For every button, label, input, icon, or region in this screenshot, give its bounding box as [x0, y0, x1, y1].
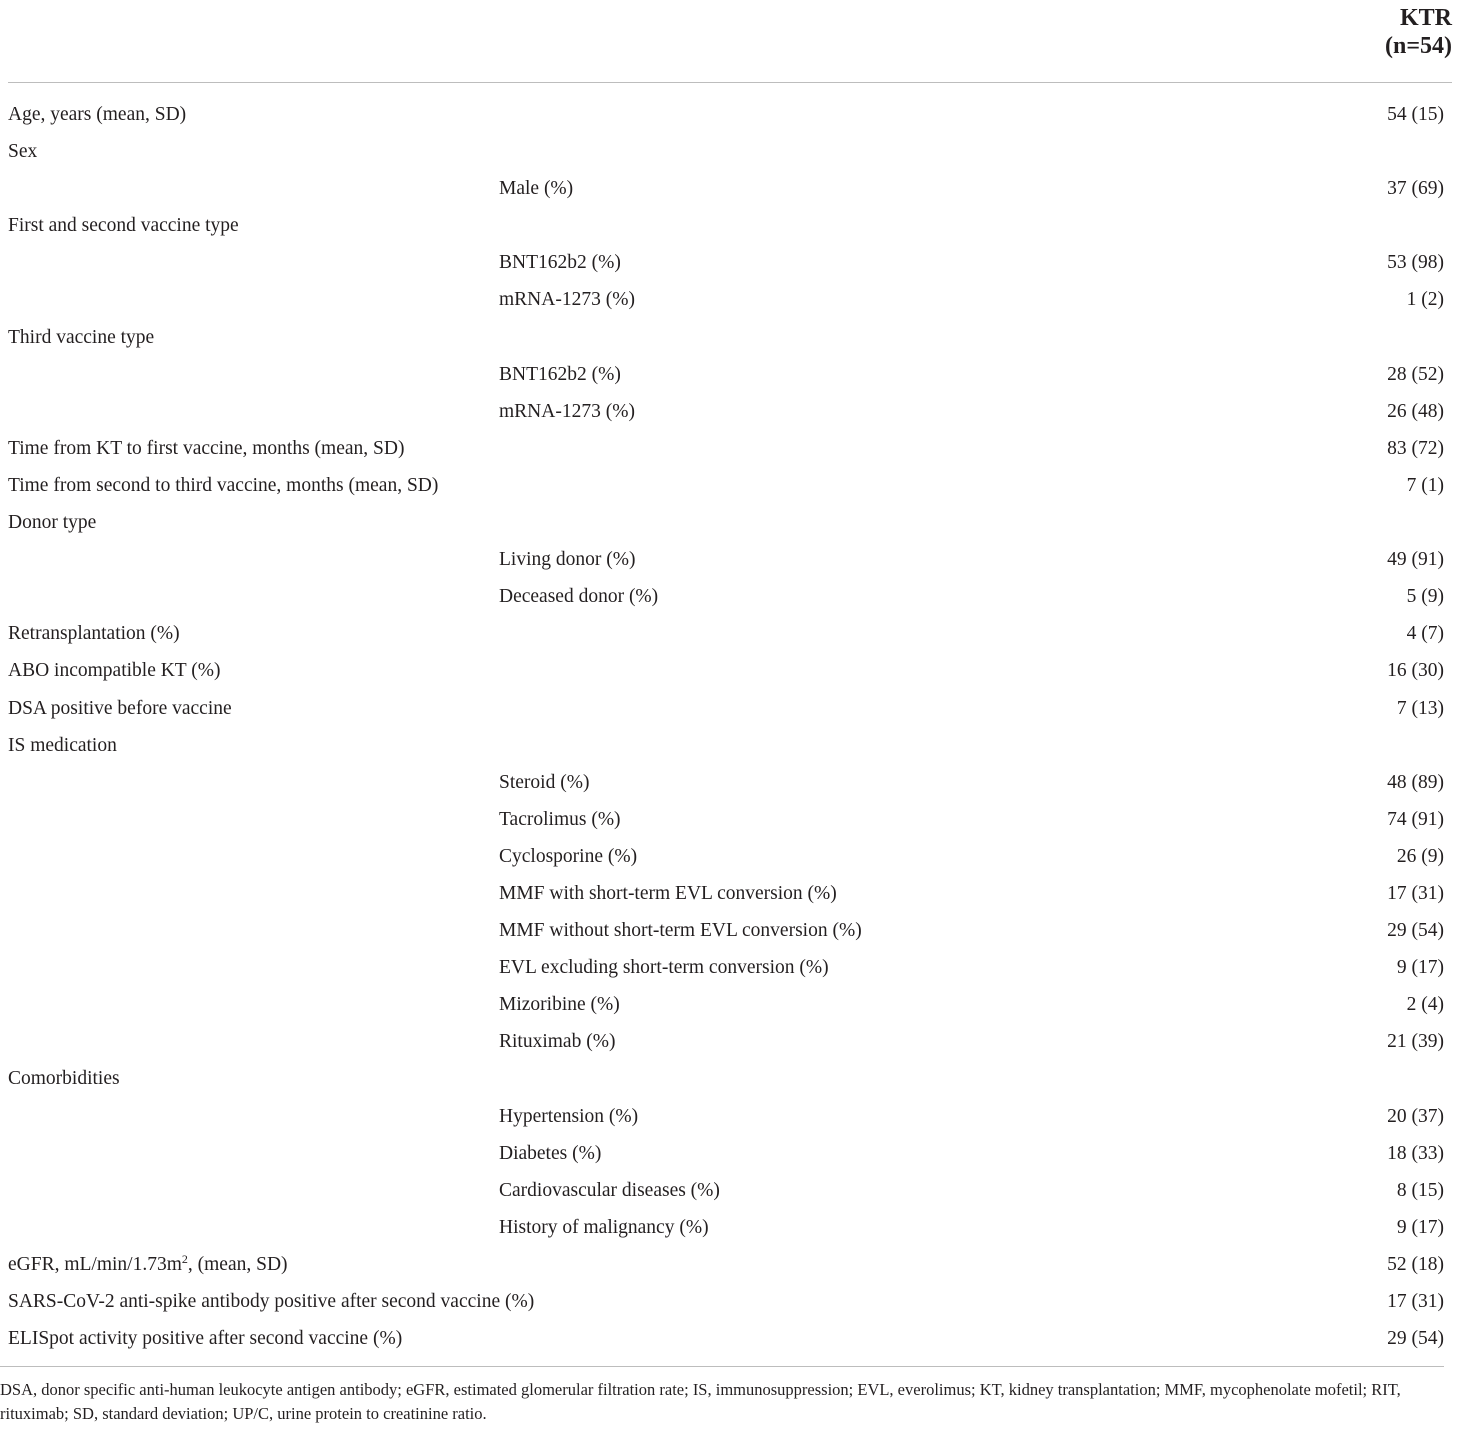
row-label: [8, 1320, 402, 1357]
table-row: [8, 949, 1452, 986]
row-label: [8, 133, 37, 170]
table-row: [8, 838, 1452, 875]
row-label-text: Sex: [8, 141, 38, 163]
row-label: [8, 504, 96, 541]
table-row: [8, 541, 1452, 578]
table-body: [8, 83, 1452, 1357]
table-row: [8, 764, 1452, 801]
row-value: 49 (91): [1387, 549, 1444, 571]
row-value: 28 (52): [1387, 363, 1444, 385]
row-value: 54 (15): [1387, 104, 1444, 125]
row-label-text: Diabetes (%): [499, 1142, 602, 1164]
row-label: [499, 1023, 615, 1060]
table-bottom-rule: [0, 1366, 1444, 1367]
row-value: 74 (91): [1387, 808, 1444, 830]
table-row: [8, 578, 1452, 615]
row-label: [499, 541, 635, 578]
table-row: [8, 1098, 1452, 1135]
table-row: [8, 244, 1452, 281]
row-label: [8, 96, 186, 133]
table-row: [8, 170, 1452, 207]
table-header: [8, 0, 1452, 83]
row-value: 29 (54): [1387, 920, 1444, 942]
row-label-superscript: 2: [181, 1251, 188, 1266]
row-label: [499, 949, 829, 986]
row-value: 17 (31): [1387, 882, 1444, 904]
row-value: 8 (15): [1396, 1179, 1444, 1201]
row-label: [8, 652, 220, 689]
row-value: 7 (1): [1406, 474, 1444, 496]
row-label-text: Cardiovascular diseases (%): [499, 1179, 720, 1201]
table-row: [8, 1209, 1452, 1246]
row-label-text: Deceased donor (%): [499, 586, 659, 608]
row-label-text: Rituximab (%): [499, 1031, 616, 1053]
table-row: [8, 96, 1452, 133]
row-label-text: DSA positive before vaccine: [8, 697, 232, 719]
row-label: [8, 1246, 288, 1283]
row-label-text: History of malignancy (%): [499, 1216, 709, 1238]
characteristics-table: [8, 0, 1452, 1357]
row-label: [8, 1060, 120, 1097]
table-row: [8, 319, 1452, 356]
row-label: [499, 986, 620, 1023]
row-value: 29 (54): [1387, 1328, 1444, 1350]
row-label: [499, 1209, 709, 1246]
row-label: [8, 207, 239, 244]
row-label: [499, 838, 637, 875]
row-label: [499, 170, 573, 207]
column-header-count: (n=54): [1384, 33, 1452, 59]
row-value: 16 (30): [1387, 660, 1444, 682]
row-label-text: MMF with short-term EVL conversion (%): [499, 882, 837, 904]
table-row: [8, 1135, 1452, 1172]
row-label-text: mRNA-1273 (%): [499, 400, 635, 422]
table-row: [8, 615, 1452, 652]
row-label: [499, 393, 635, 430]
row-value: 9 (17): [1396, 957, 1444, 979]
row-label: [499, 801, 621, 838]
row-label-text: Male (%): [499, 178, 574, 200]
table-row: [8, 1172, 1452, 1209]
column-header-title: KTR: [1399, 5, 1452, 31]
row-label-text: Cyclosporine (%): [499, 845, 638, 867]
row-label: [499, 356, 621, 393]
row-value: 21 (39): [1387, 1031, 1444, 1053]
row-label-text: Comorbidities: [8, 1068, 120, 1090]
table-row: [8, 801, 1452, 838]
row-value: 17 (31): [1387, 1291, 1444, 1312]
row-value: 26 (48): [1387, 400, 1444, 422]
row-value: 9 (17): [1396, 1216, 1444, 1238]
table-row: [8, 690, 1452, 727]
column-header-ktr: [1385, 4, 1452, 60]
row-label: [499, 281, 635, 318]
row-label: [8, 690, 232, 727]
row-label-text: SARS-CoV-2 anti-spike antibody positive after second vaccine (%): [8, 1291, 535, 1312]
row-label-text: BNT162b2 (%): [499, 252, 621, 274]
row-label: [8, 430, 404, 467]
row-label-text: Age, years (mean, SD): [8, 104, 187, 125]
row-label-text: BNT162b2 (%): [499, 363, 621, 385]
row-label: [8, 1283, 534, 1320]
row-label-text: Third vaccine type: [8, 326, 155, 348]
row-label: [8, 615, 180, 652]
row-label: [499, 912, 862, 949]
row-value: 7 (13): [1396, 697, 1444, 719]
row-value: 26 (9): [1396, 845, 1444, 867]
table-row: [8, 1060, 1452, 1097]
row-value: 37 (69): [1387, 178, 1444, 200]
row-value: 83 (72): [1387, 437, 1444, 459]
row-label: [8, 319, 154, 356]
row-label: [499, 244, 621, 281]
row-label-text: Donor type: [8, 512, 97, 534]
table-row: [8, 727, 1452, 764]
row-label: [499, 875, 837, 912]
table-row: [8, 207, 1452, 244]
row-label-text: Mizoribine (%): [499, 994, 620, 1016]
row-value: 52 (18): [1387, 1253, 1444, 1275]
table-row: [8, 875, 1452, 912]
row-value: 20 (37): [1387, 1105, 1444, 1127]
row-value: 48 (89): [1387, 771, 1444, 793]
row-label-text: Tacrolimus (%): [499, 808, 621, 830]
table-row: [8, 652, 1452, 689]
row-value: 2 (4): [1406, 994, 1444, 1016]
row-label-text: EVL excluding short-term conversion (%): [499, 957, 829, 979]
row-label: [499, 1098, 638, 1135]
row-value: 53 (98): [1387, 252, 1444, 274]
table-row: [8, 986, 1452, 1023]
row-value: 5 (9): [1406, 586, 1444, 608]
table-row: [8, 393, 1452, 430]
row-label: [499, 764, 589, 801]
row-label-text: First and second vaccine type: [8, 215, 239, 237]
row-label-text: IS medication: [8, 734, 117, 756]
row-label: [499, 1172, 720, 1209]
table-footnote: DSA, donor specific anti-human leukocyte antigen antibody; eGFR, estimated glomerular filtration rate; IS, immunosuppression; EVL, everolimus; KT, kidney transplantation; MMF, mycophenolate mofetil; RIT, rituximab; SD, standard deviation; UP/C, urine protein to creatinine ratio.: [0, 1380, 1401, 1423]
row-label-suffix: , (mean, SD): [187, 1253, 288, 1275]
row-label: [499, 1135, 601, 1172]
row-label-text: MMF without short-term EVL conversion (%): [499, 920, 862, 942]
row-label-text: Hypertension (%): [499, 1105, 639, 1127]
row-label-text: Time from second to third vaccine, months (mean, SD): [8, 474, 439, 496]
row-label-text: Retransplantation (%): [8, 623, 180, 645]
table-row: [8, 356, 1452, 393]
row-label: [8, 467, 438, 504]
table-row: [8, 912, 1452, 949]
table-row: [8, 1283, 1452, 1320]
row-label-text: eGFR, mL/min/1.73m: [8, 1253, 182, 1275]
row-label: [8, 727, 117, 764]
table-row: [8, 1023, 1452, 1060]
table-row: [8, 133, 1452, 170]
row-label-text: Time from KT to first vaccine, months (mean, SD): [8, 437, 405, 459]
row-value: 4 (7): [1406, 623, 1444, 645]
table-row: [8, 430, 1452, 467]
row-label-text: ABO incompatible KT (%): [8, 660, 221, 682]
table-row: [8, 281, 1452, 318]
table-row: [8, 504, 1452, 541]
row-value: 18 (33): [1387, 1142, 1444, 1164]
row-label: [499, 578, 658, 615]
table-row: [8, 467, 1452, 504]
table-row: [8, 1320, 1452, 1357]
row-label-text: mRNA-1273 (%): [499, 289, 635, 311]
row-label-text: ELISpot activity positive after second vaccine (%): [8, 1328, 403, 1350]
row-label-text: Living donor (%): [499, 549, 636, 571]
table-row: [8, 1246, 1452, 1283]
row-label-text: Steroid (%): [499, 771, 590, 793]
row-value: 1 (2): [1406, 289, 1444, 311]
